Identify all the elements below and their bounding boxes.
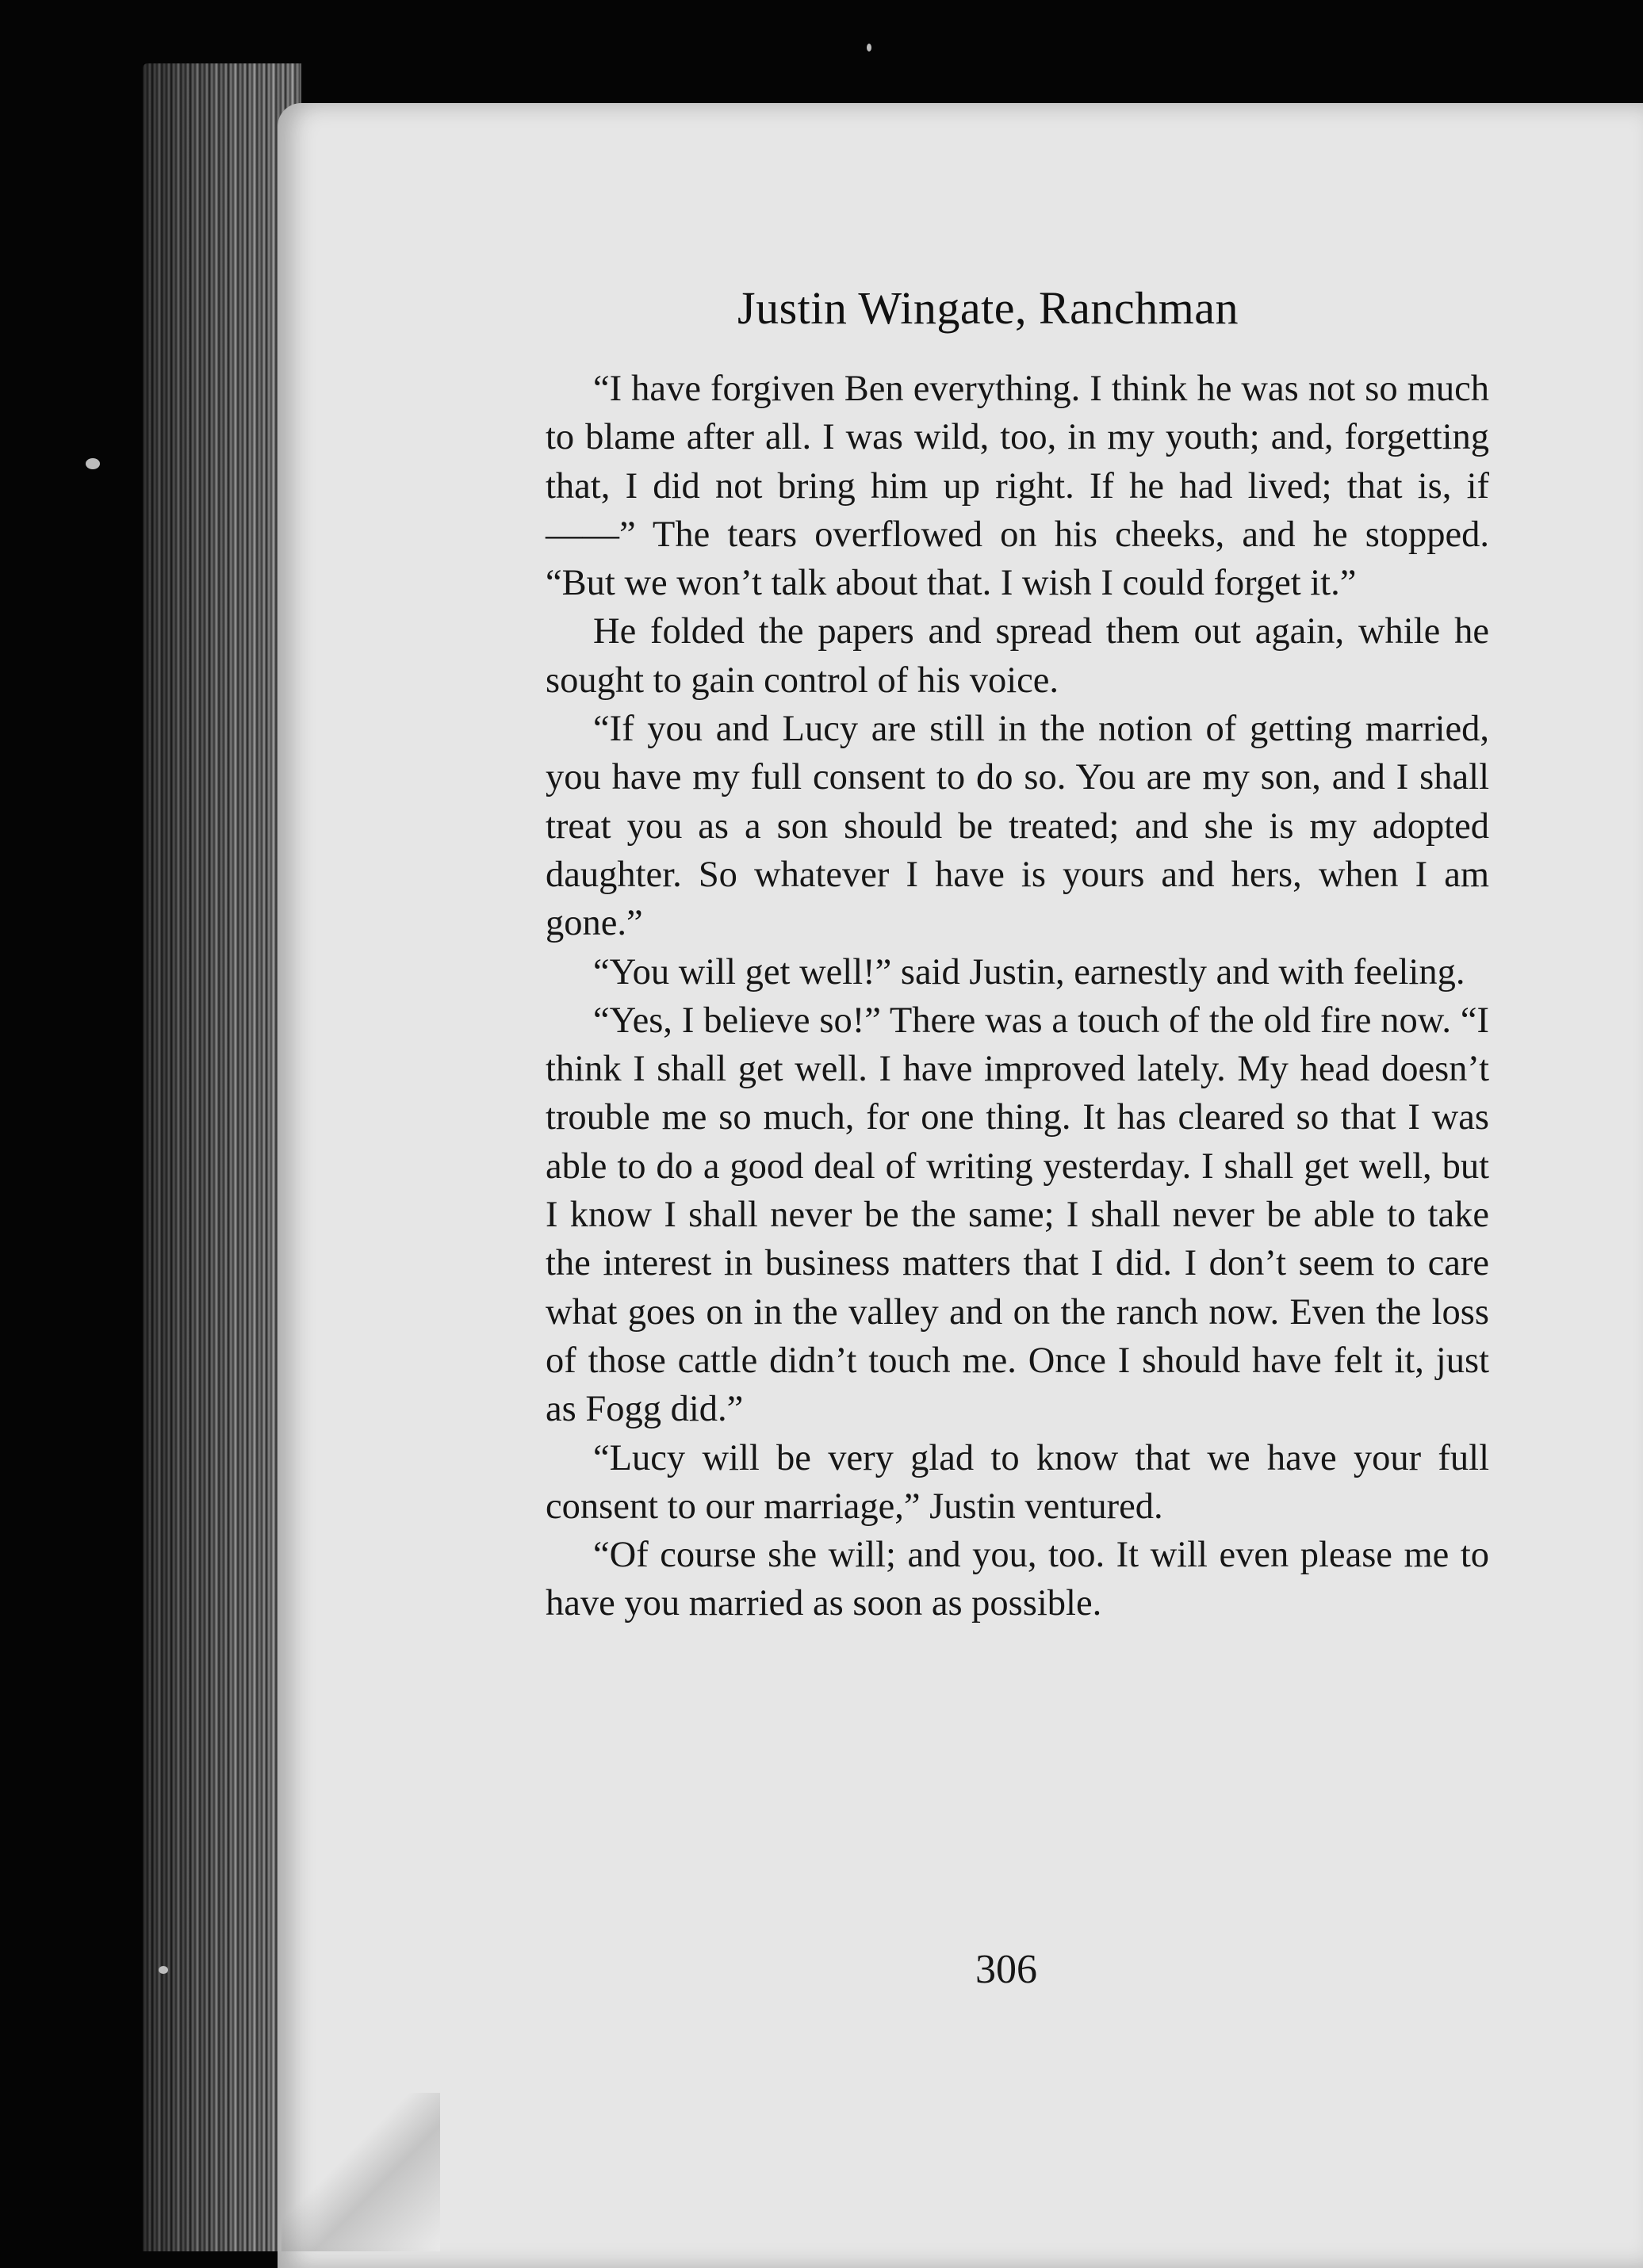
page-number: 306 [975, 1947, 1037, 1992]
paragraph: “If you and Lucy are still in the notion of getting married, you have my full consent to do so. You are my son, and I shall treat you as a son should be treated; and she is my adopted daughter. So whatever I have is yours and hers, when I am gone.” [546, 709, 1489, 944]
page-corner-fold [281, 2093, 440, 2251]
running-head: Justin Wingate, Ranchman [737, 282, 1239, 334]
body-text [546, 365, 1489, 1628]
paragraph: “I have forgiven Ben everything. I think he was not so much to blame after all. I was wild, too, in my youth; and, forgetting that, I did not bring him up right. If he had lived; that is, if——” The tears overflowed on his cheeks, and he stopped. “But we won’t talk about that. I wish I could forget it.” [546, 369, 1489, 604]
paragraph: He folded the papers and spread them out again, while he sought to gain control of his voice. [546, 611, 1489, 701]
scan-speck [86, 458, 100, 469]
scan-speck [867, 44, 871, 52]
paragraph: “You will get well!” said Justin, earnestly and with feeling. [593, 951, 1465, 992]
paragraph: “Yes, I believe so!” There was a touch of the old fire now. “I think I shall get well. I have improved lately. My head doesn’t trouble me so much, for one thing. It has cleared so that I was able to do a good deal of writing yesterday. I shall get well, but I know I shall never be the same; I shall never be able to take the interest in business matters that I did. I don’t seem to care what goes on in the valley and on the ranch now. Even the loss of those cattle didn’t touch me. Once I should have felt it, just as Fogg did.” [546, 1000, 1489, 1430]
paragraph: “Of course she will; and you, too. It will even please me to have you married as soon as possible. [546, 1535, 1489, 1624]
paragraph: “Lucy will be very glad to know that we have your full consent to our marriage,” Justin ventured. [546, 1437, 1489, 1527]
scan-speck [159, 1966, 168, 1974]
